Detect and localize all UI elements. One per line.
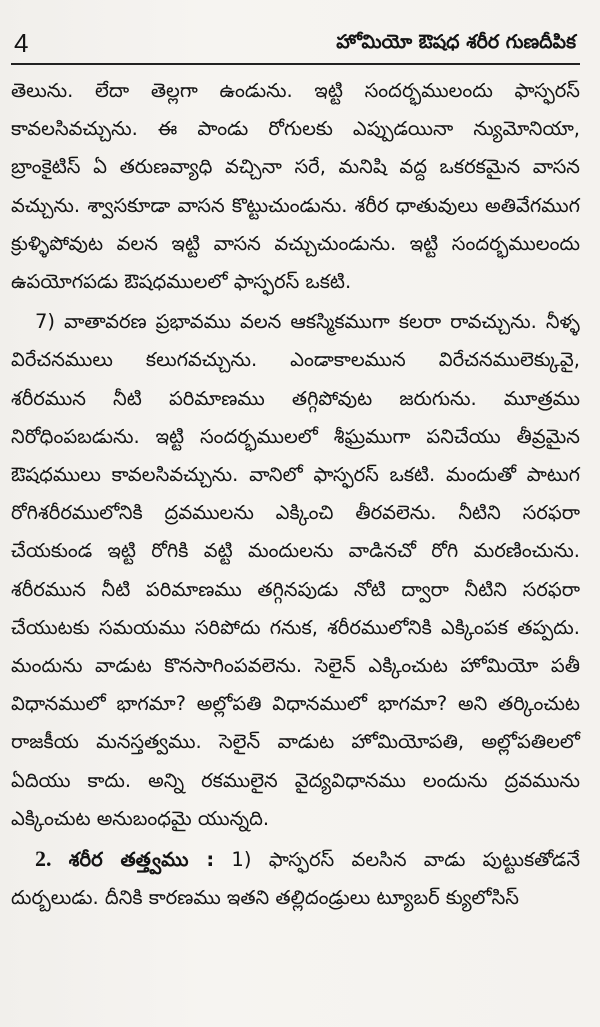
page-header	[11, 22, 580, 56]
running-title: హోమియో ఔషధ శరీర గుణదీపిక	[336, 31, 576, 53]
section-text: 1) ఫాస్ఫరస్ వలసిన వాడు పుట్టుకతోడనే దుర్బలుడు. దీనికి కారణము ఇతని తల్లిదండ్రులు ట్యూబర్ క్యులోసిస్	[11, 848, 581, 910]
section-heading: శరీర తత్త్వము :	[68, 848, 215, 872]
paragraph-continued: తెలును. లేదా తెల్లగా ఉండును. ఇట్టి సందర్భములందు ఫాస్ఫరస్ కావలసివచ్చును. ఈ పాండు రోగులకు ఎప్పుడయినా న్యుమోనియా, బ్రాంకైటిస్ ఏ తరుణవ్యాధి వచ్చినా సరే, మనిషి వద్ద ఒకరకమైన వాసన వచ్చును. శ్వాసకూడా వాసన కొట్టుచుండును. శరీర ధాతువులు అతివేగముగ క్రుళ్ళిపోవుట వలన ఇట్టి వాసన వచ్చుచుండును. ఇట్టి సందర్భములందు ఉపయోగపడు ఔషధములలో ఫాస్ఫరస్ ఒకటి.	[11, 79, 580, 294]
section-paragraph	[11, 840, 580, 917]
header-rule	[11, 63, 580, 65]
page-body	[11, 72, 580, 917]
paragraph-point-7: 7) వాతావరణ ప్రభావము వలన ఆకస్మికముగా కలరా రావచ్చును. నీళ్ళ విరేచనములు కలుగవచ్చును. ఎండాకాలమున విరేచనములెక్కువై, శరీరమున నీటి పరిమాణము తగ్గిపోవుట జరుగును. మూత్రము నిరోధింపబడును. ఇట్టి సందర్భములలో శీఘ్రముగా పనిచేయు తీవ్రమైన ఔషధములు కావలసివచ్చును. వానిలో ఫాస్ఫరస్ ఒకటి. మందుతో పాటుగ రోగిశరీరములోనికి ద్రవములను ఎక్కించి తీరవలెను. నీటిని సరఫరా చేయకుండ ఇట్టి రోగికి వట్టి మందులను వాడినచో రోగి మరణించును. శరీరమున నీటి పరిమాణము తగ్గినపుడు నోటి ద్వారా నీటిని సరఫరా చేయుటకు సమయము సరిపోదు గనుక, శరీరములోనికి ఎక్కింపక తప్పదు. మందును వాడుట కొనసాగింపవలెను. సెలైన్ ఎక్కించుట హోమియో పతీ విధానములో భాగమా? అల్లోపతి విధానములో భాగమా? అని తర్కించుట రాజకీయ మనస్తత్వము. సెలైన్ వాడుట హోమియోపతి, అల్లోపతిలలో ఏదియు కాదు. అన్ని రకములైన వైద్యవిధానము లందును ద్రవమును ఎక్కించుట అనుబంధమై యున్నది.	[11, 310, 580, 830]
page-number: 4	[14, 28, 29, 58]
section-number: 2.	[35, 846, 52, 872]
